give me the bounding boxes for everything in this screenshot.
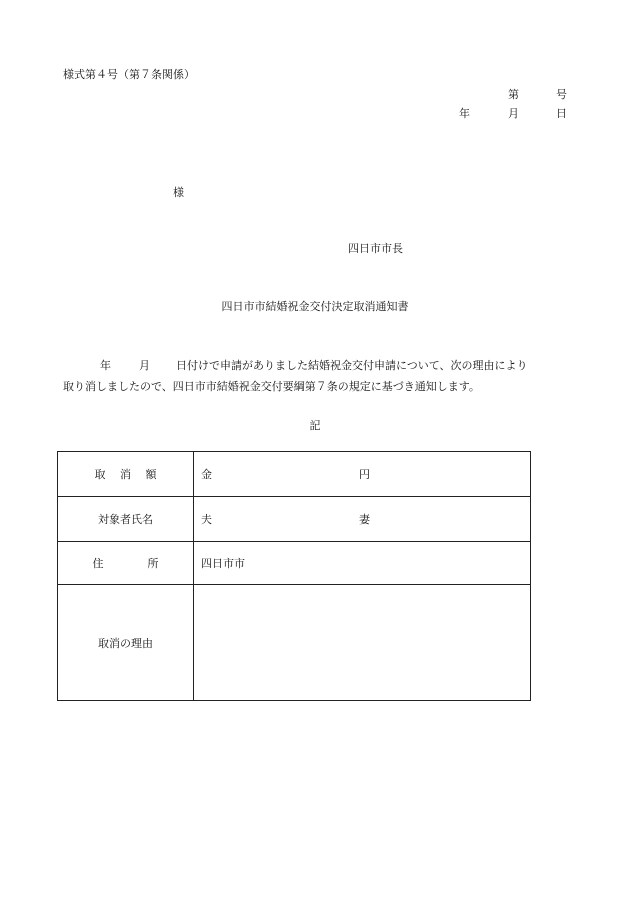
body-line-2: 取り消しましたので、四日市市結婚祝金交付要綱第７条の規定に基づき通知します。 [63,380,480,393]
table-row-reason [58,585,531,701]
name-label: 対象者氏名 [58,497,194,542]
name-value-cell[interactable] [194,497,531,542]
amount-label-char: 消 [120,468,131,481]
reason-label: 取消の理由 [58,585,194,701]
wife-label: 妻 [359,513,370,526]
issuer-name: 四日市市長 [348,242,403,255]
husband-label: 夫 [201,513,212,526]
amount-label [58,452,194,497]
recipient-honorific: 様 [173,186,184,199]
address-value-cell[interactable] [194,542,531,585]
document-number-suffix: 号 [556,88,567,101]
address-label-char: 住 [92,557,104,570]
document-number-prefix: 第 [508,88,519,101]
document-title: 四日市市結婚祝金交付決定取消通知書 [221,300,409,313]
amount-unit: 円 [359,468,370,481]
body-year: 年 [100,359,111,372]
details-table [57,451,531,701]
body-line-1 [100,357,528,373]
address-label [58,542,194,585]
table-row-amount [58,452,531,497]
amount-value-cell[interactable] [194,452,531,497]
reason-value-cell[interactable] [194,585,531,701]
address-value: 四日市市 [201,557,245,570]
table-row-name [58,497,531,542]
form-code: 様式第４号（第７条関係） [63,68,195,81]
date-day-label: 日 [556,107,567,120]
date-month-label: 月 [508,107,519,120]
date-year-label: 年 [459,107,470,120]
amount-prefix: 金 [201,468,212,481]
amount-label-char: 取 [94,468,106,481]
amount-label-char: 額 [145,468,157,481]
ki-heading: 記 [309,419,321,432]
body-line1-text: 日付けで申請がありました結婚祝金交付申請について、次の理由により [176,359,528,372]
body-month: 月 [139,359,150,372]
table-row-address [58,542,531,585]
address-label-char: 所 [147,557,159,570]
